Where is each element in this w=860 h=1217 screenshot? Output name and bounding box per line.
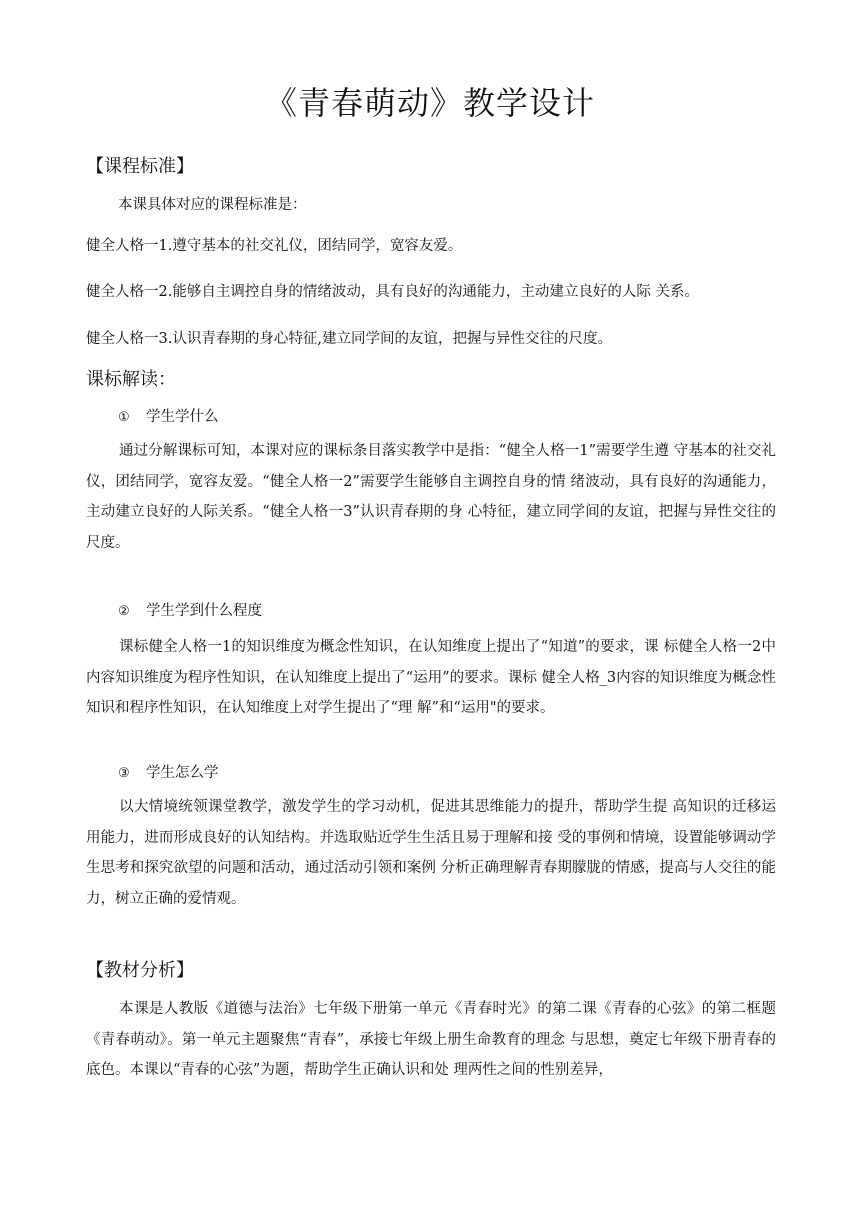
paragraph-how-to-learn: 以大情境统领课堂教学，激发学生的学习动机，促进其思维能力的提升，帮助学生提 高知识的迁移运用能力，进而形成良好的认知结构。并选取贴近学生生活且易于理解和接 受的事例和情境，设置能够调动学生思考和探究欲望的问题和活动，通过活动引领和案例 分析正确理解青春期朦胧的情感，提高与人交往的能力，树立正确的爱情观。 [86, 799, 776, 907]
page-title: 《青春萌动》教学设计 [264, 84, 595, 122]
paragraph-textbook-analysis: 本课是人教版《道德与法治》七年级下册第一单元《青春时光》的第二课《青春的心弦》的第二框题《青春萌动》。第一单元主题聚焦“青春”，承接七年级上册生命教育的理念 与思想，奠定七年级下册青春的底色。本课以“青春的心弦”为题，帮助学生正确认识和处 理两性之间的性别差异， [86, 1001, 776, 1078]
standard-item-1: 健全人格一1.遵守基本的社交礼仪，团结同学，宽容友爱。 [86, 238, 463, 254]
subheading-how-to-learn [118, 761, 219, 782]
subheading-text: 学生怎么学 [146, 765, 219, 781]
section-heading-textbook-analysis: 【教材分析】 [86, 960, 194, 981]
standard-intro: 本课具体对应的课程标准是： [118, 197, 307, 213]
subheading-number: ② [118, 604, 130, 619]
subheading-number: ③ [118, 766, 130, 781]
subheading-text: 学生学什么 [146, 409, 219, 425]
subheading-learning-degree [118, 599, 262, 620]
standard-item-2: 健全人格一2.能够自主调控自身的情绪波动，具有良好的沟通能力，主动建立良好的人际 关系。 [86, 284, 699, 300]
standard-item-3: 健全人格一3.认识青春期的身心特征,建立同学间的友谊，把握与异性交往的尺度。 [86, 331, 612, 347]
paragraph-what-to-learn: 通过分解课标可知，本课对应的课标条目落实教学中是指：“健全人格一1”需要学生遵 守基本的社交礼仪，团结同学，宽容友爱。“健全人格一2”需要学生能够自主调控自身的情 绪波动，具有良好的沟通能力，主动建立良好的人际关系。“健全人格一3”认识青春期的身 心特征，建立同学间的友谊，把握与异性交往的尺度。 [86, 443, 776, 551]
section-heading-curriculum-standard: 【课程标准】 [86, 156, 194, 177]
subheading-text: 学生学到什么程度 [146, 603, 262, 619]
subheading-what-to-learn [118, 405, 219, 426]
subheading-number: ① [118, 410, 130, 425]
paragraph-learning-degree: 课标健全人格一1的知识维度为概念性知识，在认知维度上提出了“知道”的要求，课 标健全人格一2中内容知识维度为程序性知识，在认知维度上提出了“运用”的要求。课标 健全人格_3内容的知识维度为概念性知识和程序性知识，在认知维度上对学生提出了“理 解”和“运用"的要求。 [86, 639, 776, 716]
section-heading-interpretation: 课标解读： [86, 369, 176, 390]
